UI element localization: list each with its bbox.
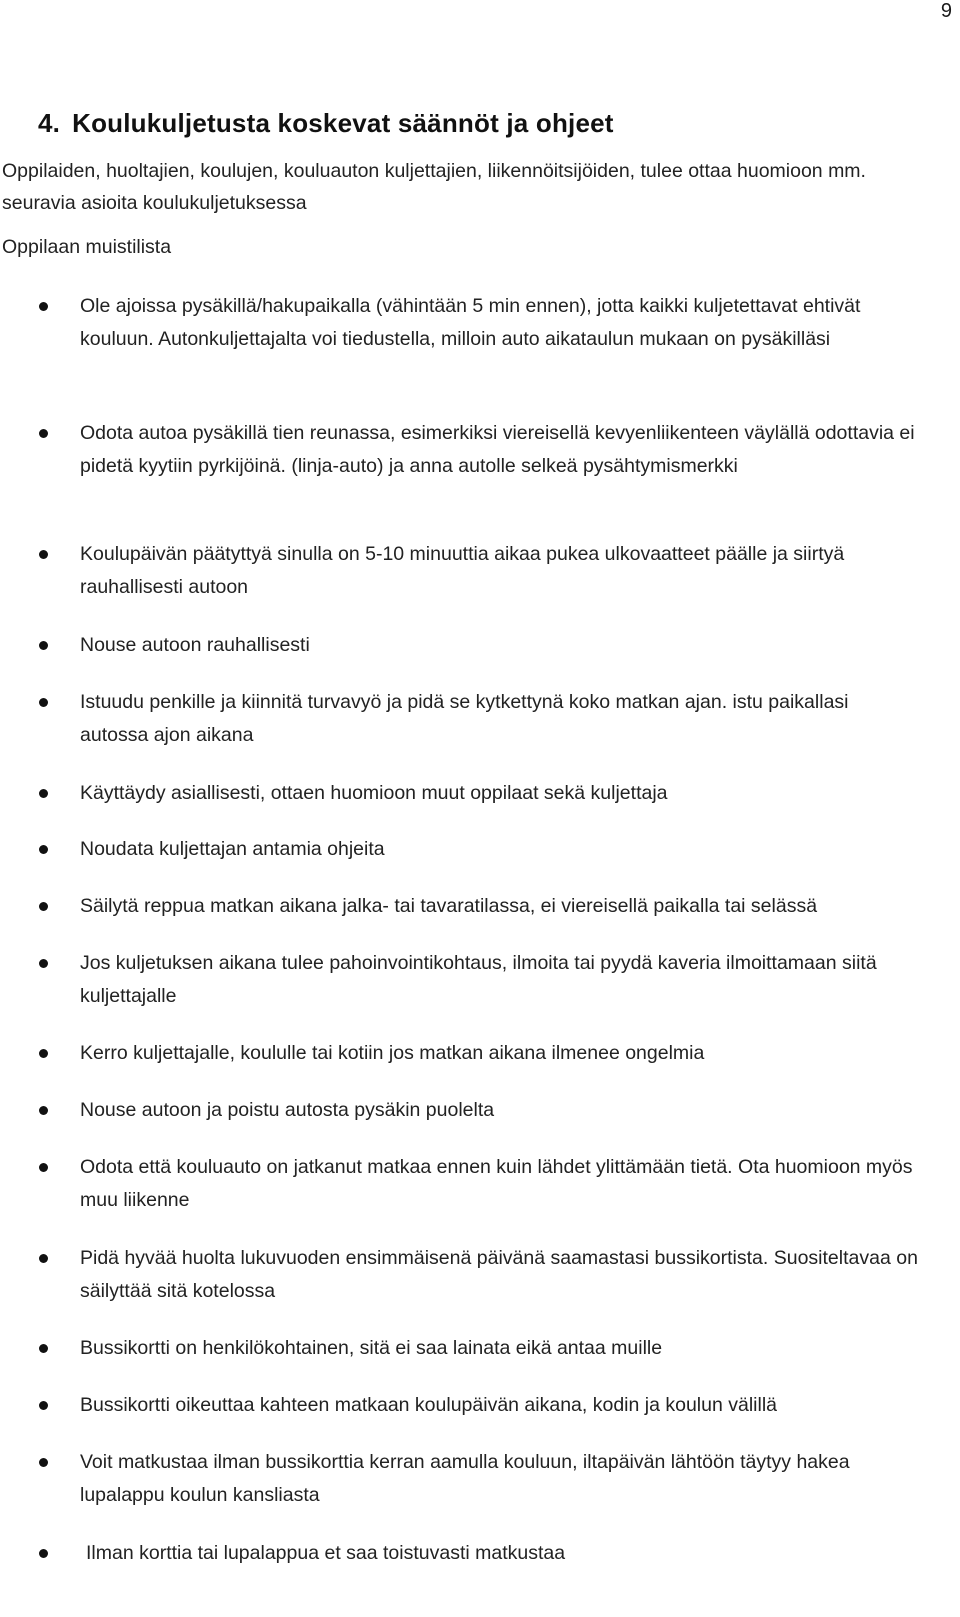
list-item-text: Bussikortti oikeuttaa kahteen matkaan koulupäivän aikana, kodin ja koulun välillä	[80, 1394, 778, 1416]
section-title: Koulukuljetusta koskevat säännöt ja ohjeet	[72, 108, 614, 138]
intro-paragraph: Oppilaiden, huoltajien, koulujen, kouluauton kuljettajien, liikennöitsijöiden, tulee ottaa huomioon mm. seuravia asioita koulukuljetuksessa	[2, 160, 866, 214]
page-number: 9	[940, 0, 952, 22]
bullet-icon	[39, 959, 48, 968]
bullet-icon	[39, 789, 48, 798]
bullet-icon	[39, 1049, 48, 1058]
list-item-text: Istuudu penkille ja kiinnitä turvavyö ja pidä se kytkettynä koko matkan ajan. istu paikallasi autossa ajon aikana	[80, 691, 849, 746]
list-item-text: Nouse autoon rauhallisesti	[80, 634, 310, 656]
list-item-text: Nouse autoon ja poistu autosta pysäkin puolelta	[80, 1099, 495, 1121]
list-item-text: Voit matkustaa ilman bussikorttia kerran aamulla kouluun, iltapäivän lähtöön täytyy hakea lupalappu koulun kansliasta	[80, 1451, 850, 1506]
bullet-icon	[39, 302, 48, 311]
list-item-text: Kerro kuljettajalle, koululle tai kotiin jos matkan aikana ilmenee ongelmia	[80, 1042, 705, 1064]
list-item-text: Käyttäydy asiallisesti, ottaen huomioon muut oppilaat sekä kuljettaja	[80, 782, 668, 804]
section-number: 4.	[38, 108, 61, 138]
list-item-text: Odota autoa pysäkillä tien reunassa, esimerkiksi viereisellä kevyenliikenteen väylällä odottavia ei pidetä kyytiin pyrkijöinä. (linja-auto) ja anna autolle selkeä pysähtymismerkki	[80, 422, 915, 477]
list-item-text: Koulupäivän päätyttyä sinulla on 5-10 minuuttia aikaa pukea ulkovaatteet päälle ja siirtyä rauhallisesti autoon	[80, 543, 845, 598]
list-item-text: Bussikortti on henkilökohtainen, sitä ei saa lainata eikä antaa muille	[80, 1337, 663, 1359]
bullet-icon	[39, 429, 48, 438]
bullet-icon	[39, 1401, 48, 1410]
bullet-icon	[39, 550, 48, 559]
checklist-title: Oppilaan muistilista	[2, 236, 172, 258]
bullet-icon	[39, 845, 48, 854]
bullet-icon	[39, 1344, 48, 1353]
bullet-icon	[39, 1106, 48, 1115]
bullet-icon	[39, 902, 48, 911]
list-item-text: Ilman korttia tai lupalappua et saa toistuvasti matkustaa	[86, 1542, 566, 1564]
section-heading	[38, 108, 614, 139]
list-item-text: Odota että kouluauto on jatkanut matkaa ennen kuin lähdet ylittämään tietä. Ota huomioon myös muu liikenne	[80, 1156, 913, 1211]
bullet-icon	[39, 641, 48, 650]
list-item-text: Säilytä reppua matkan aikana jalka- tai tavaratilassa, ei viereisellä paikalla tai selässä	[80, 895, 818, 917]
bullet-icon	[39, 1549, 48, 1558]
bullet-icon	[39, 1163, 48, 1172]
bullet-icon	[39, 1458, 48, 1467]
list-item-text: Jos kuljetuksen aikana tulee pahoinvointikohtaus, ilmoita tai pyydä kaveria ilmoittamaan siitä kuljettajalle	[80, 952, 877, 1007]
bullet-icon	[39, 1254, 48, 1263]
list-item-text: Noudata kuljettajan antamia ohjeita	[80, 838, 385, 860]
bullet-icon	[39, 698, 48, 707]
list-item-text: Pidä hyvää huolta lukuvuoden ensimmäisenä päivänä saamastasi bussikortista. Suositeltavaa on säilyttää sitä kotelossa	[80, 1247, 918, 1302]
list-item-text: Ole ajoissa pysäkillä/hakupaikalla (vähintään 5 min ennen), jotta kaikki kuljetettavat ehtivät kouluun. Autonkuljettajalta voi tiedustella, milloin auto aikataulun mukaan on pysäkilläsi	[80, 295, 861, 350]
